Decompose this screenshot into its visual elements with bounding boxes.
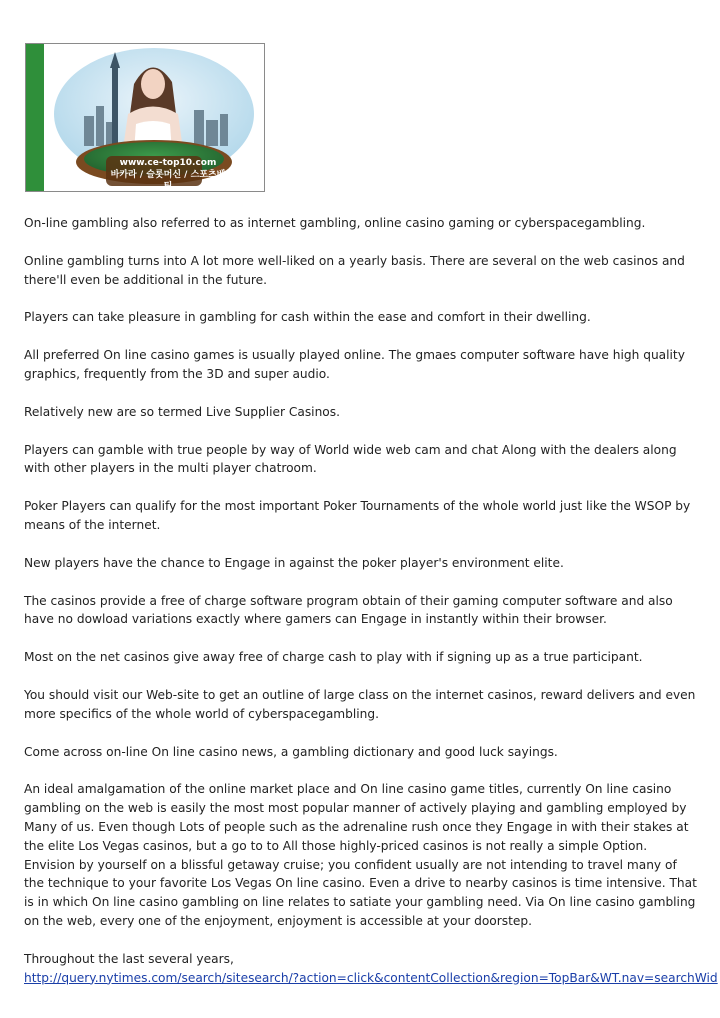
last-paragraph	[24, 950, 718, 988]
paragraph: The casinos provide a free of charge software program obtain of their gaming computer software and also have no dowload variations exactly where gamers can Engage in instantly within their browser.	[24, 593, 673, 627]
paragraph: Players can gamble with true people by way of World wide web cam and chat Along with the dealers along with other players in the multi player chatroom.	[24, 442, 677, 476]
paragraph: New players have the chance to Engage in against the poker player's environment elite.	[24, 555, 564, 570]
banner-korean-text: 바카라 / 슬롯머신 / 스포츠베팅	[110, 170, 226, 192]
paragraph: Online gambling turns into A lot more well-liked on a yearly basis. There are several on the web casinos and there'll even be additional in the future.	[24, 253, 685, 287]
paragraph: An ideal amalgamation of the online market place and On line casino game titles, currently On line casino gambling on the web is easily the most most popular manner of actively playing and gambling employed by Many of us. Even though Lots of people such as the adrenaline rush once they Engage in with their stakes at the elite Los Vegas casinos, but a go to to All those highly-priced casinos is not really a simple Option. Envision by yourself on a blissful getaway cruise; you confident usually are not intending to travel many of the technique to your favorite Los Vegas On line casino. Even a drive to nearby casinos is time intensive. That is in which On line casino gambling on line relates to satiate your gambling need. Via On line casino gambling on the web, every one of the enjoyment, enjoyment is accessible at your doorstep.	[24, 782, 697, 928]
article-body	[24, 214, 718, 1006]
paragraph: Most on the net casinos give away free of charge cash to play with if signing up as a true participant.	[24, 650, 643, 665]
last-paragraph-text: Throughout the last several years,	[24, 951, 234, 966]
paragraph: All preferred On line casino games is usually played online. The gmaes computer software have high quality graphics, frequently from the 3D and super audio.	[24, 348, 685, 381]
paragraph: Relatively new are so termed Live Supplier Casinos.	[24, 404, 340, 419]
banner-side-bar	[26, 44, 44, 191]
paragraph: Poker Players can qualify for the most important Poker Tournaments of the whole world just like the WSOP by means of the internet.	[24, 499, 691, 532]
banner-url-text: www.ce-top10.com	[119, 158, 217, 168]
nytimes-search-link[interactable]: http://query.nytimes.com/search/sitesearch/?action=click&contentCollection&region=TopBar&WT.nav=searchWid	[24, 970, 718, 985]
paragraph: On-line gambling also referred to as internet gambling, online casino gaming or cyberspacegambling.	[24, 216, 646, 230]
banner-caption	[108, 157, 228, 192]
paragraph: Players can take pleasure in gambling for cash within the ease and comfort in their dwelling.	[24, 310, 591, 325]
paragraph: You should visit our Web-site to get an outline of large class on the internet casinos, reward delivers and even more specifics of the whole world of cyberspacegambling.	[24, 687, 696, 721]
paragraph: Come across on-line On line casino news, a gambling dictionary and good luck sayings.	[24, 744, 558, 759]
casino-banner-image	[25, 43, 265, 192]
